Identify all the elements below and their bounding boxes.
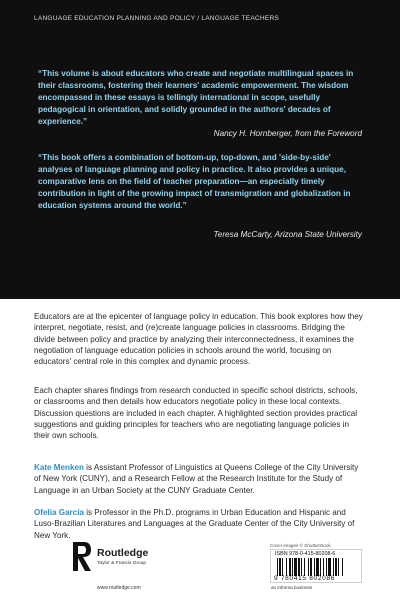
series-line: LANGUAGE EDUCATION PLANNING AND POLICY / LANGUAGE TEACHERS	[34, 15, 280, 22]
author-bio-2	[34, 507, 366, 541]
description-paragraph-1: Educators are at the epicenter of language policy in education. This book explores how they interpret, negotiate, resist, and (re)create language policies in classrooms. Bridging the divide between policy and practice by analyzing their interconnectedness, it examines the negotiation of language education policies in schools around the world, focusing on educators' central role in this complex and dynamic process.	[34, 312, 363, 367]
routledge-logo-icon	[71, 540, 93, 574]
publisher-group: Taylor & Francis Group	[97, 561, 147, 566]
barcode-number: 9 780415 802086	[274, 575, 336, 582]
endorsement-quote-2: “This book offers a combination of bottom-up, top-down, and 'side-by-side' analyses of language planning and policy in practice. It also provides a unique, comparative lens on the field of teacher preparation—an especially timely contribution in light of the growing impact of transmigration and globalization in education systems around the world.”	[38, 153, 351, 211]
publisher-name: Routledge	[97, 547, 149, 559]
author-bio-text-2: is Professor in the Ph.D. programs in Urban Education and Hispanic and Luso-Brazilian Literatures and Languages at the Graduate Center of the City University of New York.	[34, 508, 355, 540]
cover-image-credit: Cover images © ShutterStock	[270, 543, 331, 548]
isbn-barcode	[270, 549, 362, 583]
publisher-url[interactable]: www.routledge.com	[97, 585, 141, 591]
description-paragraph-2: Each chapter shares findings from research conducted in specific school districts, schools, or classrooms and then details how educators negotiate policy in these local contexts. Discussion questions are included in each chapter. A highlighted section provides practical suggestions and guiding principles for teachers who are negotiating language policies in their own schools.	[34, 386, 358, 441]
author-name-2: Ofelia García	[34, 508, 84, 517]
endorsement-attribution-1: Nancy H. Hornberger, from the Foreword	[213, 129, 362, 138]
author-bio-1	[34, 462, 366, 496]
isbn-text: ISBN 978-0-415-80208-6	[275, 551, 336, 557]
author-bio-text-1: is Assistant Professor of Linguistics at Queens College of the City University of New York (CUNY), and a Research Fellow at the Research Institute for the Study of Language in an Urban Society at the CUNY Graduate Center.	[34, 463, 359, 495]
barcode-bars	[277, 558, 357, 576]
author-name-1: Kate Menken	[34, 463, 84, 472]
endorsement-quote-1: “This volume is about educators who create and negotiate multilingual spaces in their classrooms, fostering their learners' academic empowerment. The wisdom encompassed in these essays is tellingly international in scope, usefully pedagogical in orientation, and solidly grounded in the authors' decades of experience.”	[38, 69, 354, 127]
endorsement-attribution-2: Teresa McCarty, Arizona State University	[213, 230, 362, 239]
endorsement-panel	[0, 0, 400, 299]
informa-tagline: an informa business	[271, 585, 313, 590]
